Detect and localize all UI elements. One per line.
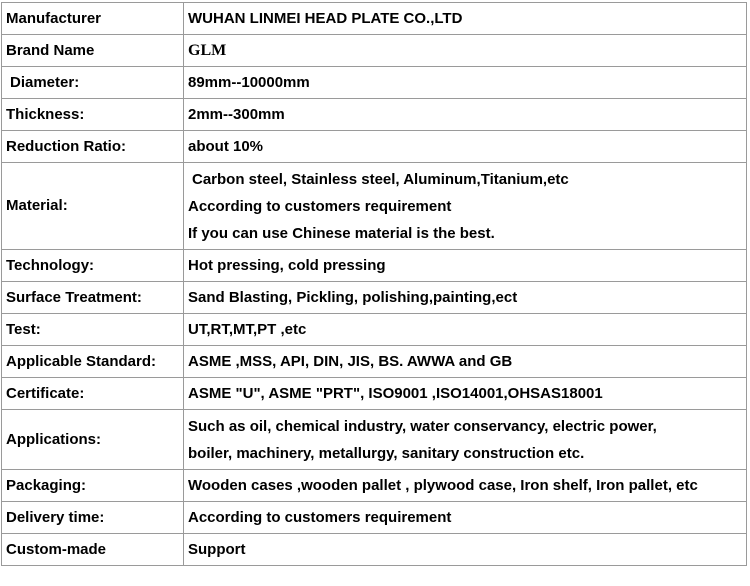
value-line: Such as oil, chemical industry, water conservancy, electric power, bbox=[188, 417, 657, 435]
value-line: If you can use Chinese material is the best. bbox=[188, 224, 495, 242]
table-row bbox=[2, 3, 747, 35]
row-label: Applicable Standard: bbox=[2, 346, 184, 378]
value-line: GLM bbox=[188, 42, 227, 59]
row-value bbox=[184, 67, 747, 99]
value-line: According to customers requirement bbox=[188, 197, 452, 215]
value-line: Hot pressing, cold pressing bbox=[188, 257, 386, 274]
value-line: about 10% bbox=[188, 138, 264, 155]
table-row bbox=[2, 314, 747, 346]
row-value bbox=[184, 470, 747, 502]
table-row bbox=[2, 346, 747, 378]
product-spec-table bbox=[1, 2, 747, 566]
table-row bbox=[2, 35, 747, 67]
table-row bbox=[2, 250, 747, 282]
value-line: According to customers requirement bbox=[188, 509, 452, 526]
row-value bbox=[184, 346, 747, 378]
row-label: Delivery time: bbox=[2, 502, 184, 534]
row-label: Surface Treatment: bbox=[2, 282, 184, 314]
value-line: Carbon steel, Stainless steel, Aluminum,Titanium,etc bbox=[192, 170, 569, 188]
table-row bbox=[2, 163, 747, 250]
row-label: Material: bbox=[2, 163, 184, 250]
table-row bbox=[2, 534, 747, 566]
row-value bbox=[184, 282, 747, 314]
value-line: 89mm--10000mm bbox=[188, 74, 310, 91]
row-value bbox=[184, 378, 747, 410]
table-row bbox=[2, 67, 747, 99]
row-label: Test: bbox=[2, 314, 184, 346]
row-label: Packaging: bbox=[2, 470, 184, 502]
row-label-text: Diameter: bbox=[10, 73, 80, 91]
row-value bbox=[184, 163, 747, 250]
value-line: Support bbox=[188, 541, 246, 558]
value-line: WUHAN LINMEI HEAD PLATE CO.,LTD bbox=[188, 10, 463, 27]
value-line: Wooden cases ,wooden pallet , plywood case, Iron shelf, Iron pallet, etc bbox=[188, 477, 698, 494]
value-line: ASME ,MSS, API, DIN, JIS, BS. AWWA and GB bbox=[188, 353, 513, 370]
row-value bbox=[184, 131, 747, 163]
row-value bbox=[184, 410, 747, 470]
row-label: Technology: bbox=[2, 250, 184, 282]
value-line: Sand Blasting, Pickling, polishing,painting,ect bbox=[188, 289, 518, 306]
row-label bbox=[2, 67, 184, 99]
row-label: Thickness: bbox=[2, 99, 184, 131]
table-row bbox=[2, 378, 747, 410]
row-label: Certificate: bbox=[2, 378, 184, 410]
table-row bbox=[2, 282, 747, 314]
table-row bbox=[2, 410, 747, 470]
row-value bbox=[184, 99, 747, 131]
row-label: Applications: bbox=[2, 410, 184, 470]
row-value bbox=[184, 35, 747, 67]
value-line: boiler, machinery, metallurgy, sanitary construction etc. bbox=[188, 444, 585, 462]
row-label: Manufacturer bbox=[2, 3, 184, 35]
row-value bbox=[184, 534, 747, 566]
value-line: UT,RT,MT,PT ,etc bbox=[188, 321, 307, 338]
table-row bbox=[2, 99, 747, 131]
row-value bbox=[184, 250, 747, 282]
row-label: Brand Name bbox=[2, 35, 184, 67]
row-value bbox=[184, 3, 747, 35]
table-row bbox=[2, 502, 747, 534]
table-row bbox=[2, 470, 747, 502]
row-value bbox=[184, 502, 747, 534]
row-value bbox=[184, 314, 747, 346]
value-line: 2mm--300mm bbox=[188, 106, 285, 123]
table-row bbox=[2, 131, 747, 163]
row-label: Reduction Ratio: bbox=[2, 131, 184, 163]
value-line: ASME "U", ASME "PRT", ISO9001 ,ISO14001,OHSAS18001 bbox=[188, 385, 603, 402]
row-label: Custom-made bbox=[2, 534, 184, 566]
